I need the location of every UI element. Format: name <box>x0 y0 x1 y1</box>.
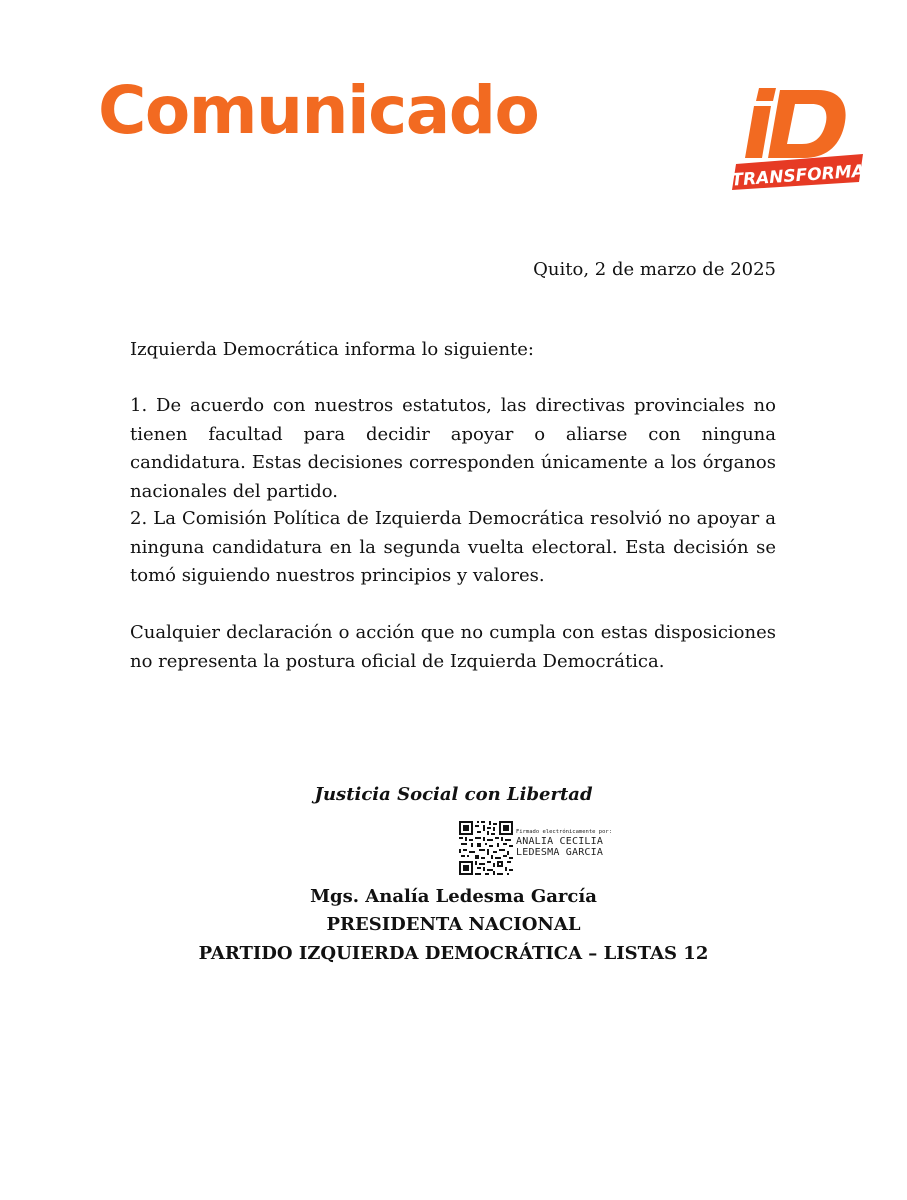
signer-role: PRESIDENTA NACIONAL <box>326 914 581 935</box>
signature-text <box>516 829 612 858</box>
signed-by-label: Firmado electrónicamente por: <box>516 829 613 835</box>
qr-code-icon <box>459 821 513 875</box>
paragraph-2: 2. La Comisión Política de Izquierda Democrática resolvió no apoyar a ninguna candidatura en la segunda vuelta electoral. Esta decisión se tomó siguiendo nuestros principios y valores. <box>130 508 776 586</box>
page-title: Comunicado <box>98 72 539 149</box>
signer-party: PARTIDO IZQUIERDA DEMOCRÁTICA – LISTAS 12 <box>198 943 709 964</box>
party-motto: Justicia Social con Libertad <box>314 784 593 805</box>
logo-d-letter <box>768 90 846 158</box>
logo-i-stem <box>745 106 771 158</box>
letter-intro: Izquierda Democrática informa lo siguiente: <box>130 339 534 360</box>
signer-line-1: ANALIA CECILIA <box>516 836 604 847</box>
letter-date: Quito, 2 de marzo de 2025 <box>533 259 776 280</box>
id-transforma-logo <box>718 84 868 194</box>
electronic-signature <box>459 821 619 875</box>
signer-line-2: LEDESMA GARCIA <box>516 847 604 858</box>
paragraph-1: 1. De acuerdo con nuestros estatutos, las directivas provinciales no tienen facultad para decidir apoyar o aliarse con ninguna candidatura. Estas decisiones corresponden únicamente a los órganos nacionales del partido. <box>130 395 776 502</box>
paragraph-3: Cualquier declaración o acción que no cumpla con estas disposiciones no representa la postura oficial de Izquierda Democrática. <box>130 622 776 672</box>
signer-name: Mgs. Analía Ledesma García <box>310 886 597 907</box>
logo-i-dot <box>756 88 776 101</box>
logo-tagline: TRANSFORMA <box>730 161 866 191</box>
